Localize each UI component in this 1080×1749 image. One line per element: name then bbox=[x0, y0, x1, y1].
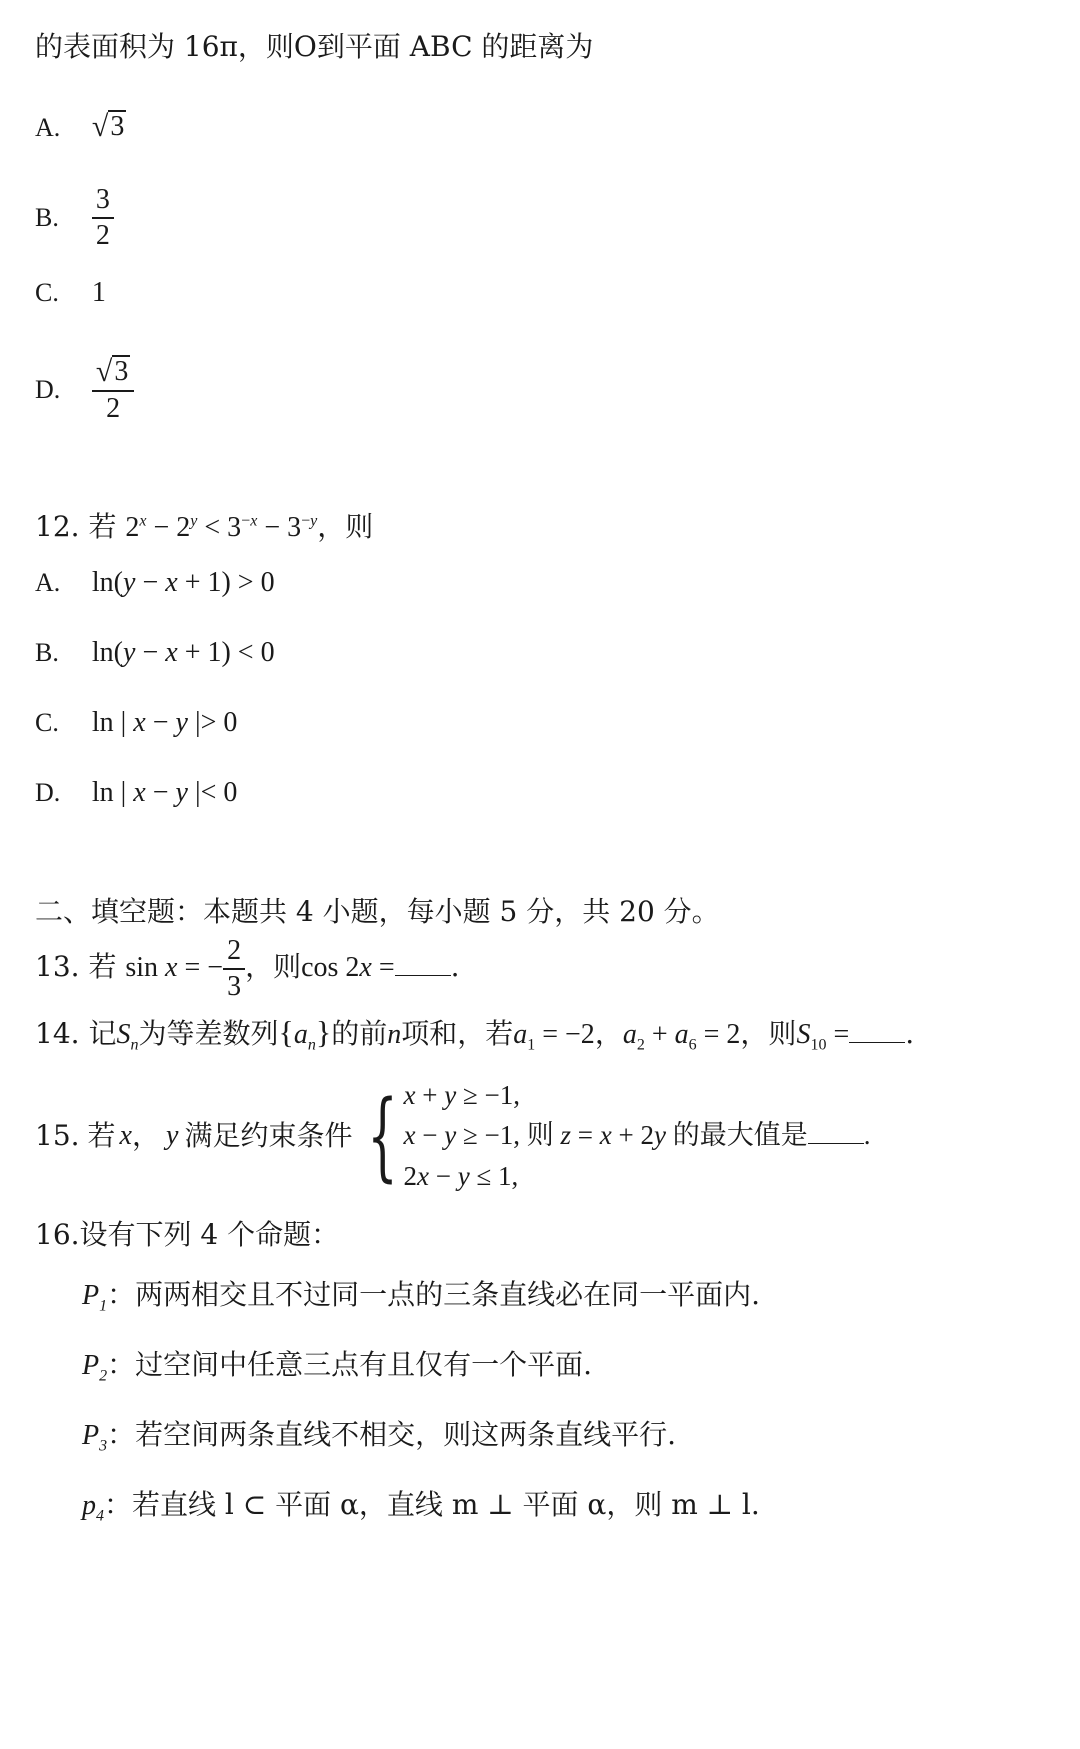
answer-blank[interactable] bbox=[808, 1117, 864, 1144]
stem-text: ，则 bbox=[740, 1017, 797, 1050]
stem-text: 记 bbox=[88, 1017, 117, 1050]
fraction: $\frac{3}{2}$ bbox=[92, 185, 114, 251]
q11-option-a bbox=[35, 110, 126, 145]
sqrt-expression: √ 3 bbox=[91, 110, 125, 143]
q11-option-b bbox=[35, 185, 114, 251]
option-expr: ln | x − y |> 0 bbox=[91, 707, 238, 738]
prop-text: ：两两相交且不过同一点的三条直线必在同一平面内. bbox=[107, 1278, 761, 1311]
prop-symbol: $P_2$ bbox=[82, 1350, 108, 1385]
prop-symbol: $P_3$ bbox=[82, 1420, 108, 1455]
option-label: C. bbox=[35, 278, 59, 307]
answer-blank[interactable] bbox=[849, 1016, 905, 1043]
proposition-p3 bbox=[82, 1418, 676, 1453]
option-value: 1 bbox=[91, 277, 106, 308]
option-label: B. bbox=[35, 638, 59, 667]
q11-option-c bbox=[35, 275, 106, 310]
stem-text: . bbox=[905, 1017, 915, 1050]
stem-text: 的前 bbox=[331, 1017, 388, 1050]
constraint-system bbox=[352, 1075, 870, 1196]
var-x: x bbox=[119, 1119, 132, 1151]
question-number: 15. bbox=[35, 1118, 80, 1152]
option-expr: ln(y − x + 1) > 0 bbox=[91, 567, 275, 598]
stem-text: ， bbox=[594, 1017, 623, 1050]
stem-text: 若 bbox=[88, 950, 117, 983]
option-label: D. bbox=[35, 374, 61, 404]
s-n: $S_n$ bbox=[116, 1019, 139, 1054]
stem-text: 若 bbox=[88, 510, 117, 543]
q12-option-a bbox=[35, 565, 275, 600]
var-y: y bbox=[166, 1119, 179, 1151]
option-label: A. bbox=[35, 113, 61, 142]
q11-option-d bbox=[35, 355, 134, 424]
q16-header: 16.设有下列 4 个命题： bbox=[35, 1218, 340, 1251]
prop-text: ：过空间中任意三点有且仅有一个平面. bbox=[107, 1348, 593, 1381]
n-var: n bbox=[387, 1019, 402, 1050]
condition-1: $a_1 = -2$ bbox=[513, 1019, 595, 1054]
stem-text: . bbox=[450, 950, 460, 983]
stem-text: 满足约束条件 bbox=[184, 1118, 353, 1152]
rhs: cos 2x = bbox=[301, 952, 395, 983]
option-label: D. bbox=[35, 778, 61, 807]
ask: $S_{10}$ = bbox=[796, 1019, 850, 1054]
q12-option-d bbox=[35, 775, 237, 810]
q13 bbox=[35, 935, 460, 1002]
left-brace: { bbox=[367, 1079, 399, 1192]
constraint-2: x − y ≥ −1, 则 z = x + 2y 的最大值是 . bbox=[404, 1115, 871, 1156]
lhs: sin x = − bbox=[125, 952, 224, 983]
prop-symbol: $P_1$ bbox=[82, 1280, 108, 1315]
option-expr: ln(y − x + 1) < 0 bbox=[91, 637, 275, 668]
q12-option-c bbox=[35, 705, 237, 740]
q12-option-b bbox=[35, 635, 275, 670]
prop-text: ：若直线 l ⊂ 平面 α，直线 m ⊥ 平面 α，则 m ⊥ l. bbox=[104, 1488, 760, 1521]
proposition-p2 bbox=[82, 1348, 592, 1383]
fraction: √ 3 2 bbox=[92, 355, 134, 424]
proposition-p1 bbox=[82, 1278, 760, 1313]
question-number: 12. bbox=[35, 510, 80, 543]
stem-text: ，则 bbox=[245, 950, 302, 983]
sequence: $\{a_n\}$ bbox=[278, 1014, 332, 1054]
option-expr: ln | x − y |< 0 bbox=[91, 777, 238, 808]
section-heading: 二、填空题：本题共 4 小题，每小题 5 分，共 20 分。 bbox=[35, 895, 720, 928]
stem-text: 项和，若 bbox=[401, 1017, 514, 1050]
prop-text: ：若空间两条直线不相交，则这两条直线平行. bbox=[107, 1418, 677, 1451]
answer-blank[interactable] bbox=[395, 949, 451, 976]
fraction: $\frac{2}{3}$ bbox=[223, 936, 245, 1002]
condition: $2^x - 2^y < 3^{-x} - 3^{-y}$ bbox=[125, 512, 318, 543]
question-number: 13. bbox=[35, 950, 80, 983]
condition-2: $a_2 + a_6 = 2$ bbox=[622, 1019, 741, 1054]
prop-symbol: $p_4$ bbox=[82, 1490, 104, 1525]
constraint-1: x + y ≥ −1, bbox=[403, 1080, 521, 1110]
proposition-p4 bbox=[82, 1488, 760, 1523]
stem-text: ，则 bbox=[317, 510, 374, 543]
q12-stem bbox=[35, 510, 373, 545]
option-label: B. bbox=[35, 203, 59, 232]
option-label: C. bbox=[35, 708, 59, 737]
stem-text: 若 bbox=[87, 1118, 116, 1152]
constraint-3: 2x − y ≤ 1, bbox=[403, 1161, 519, 1191]
q15 bbox=[35, 1075, 870, 1196]
option-label: A. bbox=[35, 568, 61, 597]
q14 bbox=[35, 1015, 914, 1052]
stem-text: ， bbox=[131, 1118, 160, 1152]
question-number: 14. bbox=[35, 1017, 80, 1050]
stem-text: 为等差数列 bbox=[138, 1017, 279, 1050]
q11-stem-tail: 的表面积为 16π，则O到平面 ABC 的距离为 bbox=[35, 30, 594, 63]
